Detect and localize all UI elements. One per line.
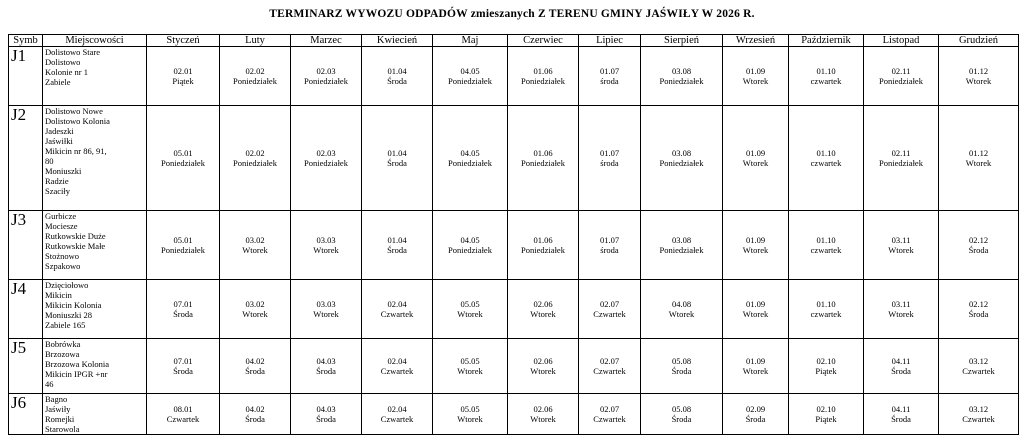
- pickup-cell-may: [433, 339, 508, 394]
- pickup-date: 02.11: [891, 148, 911, 158]
- pickup-cell-february: [220, 339, 291, 394]
- pickup-cell-june: [508, 211, 579, 280]
- pickup-date: 03.11: [891, 299, 911, 309]
- locations-cell: [43, 47, 147, 106]
- location-name: Mikicin: [45, 290, 72, 300]
- pickup-date: 03.08: [671, 66, 692, 76]
- pickup-date: 01.10: [816, 66, 836, 76]
- location-name: Moniuszki: [45, 166, 82, 176]
- pickup-cell-august: [641, 106, 723, 211]
- pickup-cell-february: [220, 394, 291, 435]
- pickup-date: 02.09: [745, 404, 766, 414]
- pickup-date: 01.06: [533, 66, 553, 76]
- pickup-weekday: czwartek: [810, 309, 842, 319]
- pickup-cell-march: [291, 394, 362, 435]
- pickup-date: 07.01: [173, 299, 193, 309]
- pickup-cell-august: [641, 394, 723, 435]
- pickup-date: 02.02: [245, 66, 265, 76]
- pickup-cell-october: [789, 211, 864, 280]
- pickup-cell-january: [147, 280, 220, 339]
- pickup-cell-may: [433, 280, 508, 339]
- table-row: [9, 106, 1019, 211]
- pickup-cell-may: [433, 211, 508, 280]
- table-row: [9, 394, 1019, 435]
- location-name: Kolonie nr 1: [45, 67, 88, 77]
- table-row: [9, 339, 1019, 394]
- pickup-date: 01.12: [968, 148, 989, 158]
- pickup-date: 05.08: [671, 404, 692, 414]
- pickup-weekday: Poniedziałek: [521, 245, 565, 255]
- pickup-date: 04.11: [891, 356, 911, 366]
- pickup-weekday: Środa: [671, 366, 692, 376]
- pickup-date: 02.04: [387, 404, 407, 414]
- pickup-cell-june: [508, 394, 579, 435]
- locations-column-header: Miejscowości: [43, 35, 147, 47]
- pickup-date: 02.10: [816, 356, 836, 366]
- location-name: Brzozowa: [45, 349, 80, 359]
- pickup-weekday: Środa: [891, 414, 911, 424]
- pickup-weekday: Poniedziałek: [448, 158, 492, 168]
- zone-symbol: J6: [9, 394, 43, 435]
- pickup-date: 02.11: [891, 66, 911, 76]
- pickup-cell-february: [220, 280, 291, 339]
- pickup-weekday: Poniedziałek: [521, 76, 565, 86]
- pickup-date: 02.06: [533, 299, 553, 309]
- location-name: Szpakowo: [45, 261, 81, 271]
- pickup-cell-february: [220, 106, 291, 211]
- pickup-date: 01.09: [745, 356, 766, 366]
- pickup-weekday: Poniedziałek: [448, 76, 492, 86]
- pickup-cell-september: [723, 106, 789, 211]
- location-name: Moniuszki 28: [45, 310, 92, 320]
- location-name: Romejki: [45, 414, 75, 424]
- pickup-weekday: Środa: [173, 366, 193, 376]
- pickup-cell-october: [789, 339, 864, 394]
- pickup-weekday: Czwartek: [593, 366, 626, 376]
- location-name: Dolistowo: [45, 57, 81, 67]
- pickup-cell-october: [789, 47, 864, 106]
- pickup-cell-november: [864, 47, 939, 106]
- pickup-cell-september: [723, 394, 789, 435]
- pickup-date: 03.02: [245, 299, 265, 309]
- pickup-date: 01.06: [533, 235, 553, 245]
- pickup-weekday: Poniedziałek: [448, 245, 492, 255]
- pickup-weekday: Poniedziałek: [659, 245, 704, 255]
- locations-cell: [43, 339, 147, 394]
- pickup-date: 01.10: [816, 299, 836, 309]
- pickup-date: 05.05: [460, 356, 480, 366]
- location-name: Dolistowo Kolonia: [45, 116, 110, 126]
- pickup-cell-december: [939, 211, 1019, 280]
- locations-cell: [43, 280, 147, 339]
- pickup-weekday: Wtorek: [457, 309, 483, 319]
- pickup-date: 01.09: [745, 66, 766, 76]
- pickup-date: 04.02: [245, 404, 265, 414]
- pickup-weekday: Środa: [891, 366, 911, 376]
- pickup-date: 02.03: [316, 148, 336, 158]
- pickup-date: 03.12: [968, 404, 989, 414]
- pickup-weekday: Czwartek: [166, 414, 200, 424]
- pickup-date: 03.11: [891, 235, 911, 245]
- pickup-weekday: Wtorek: [530, 366, 556, 376]
- pickup-weekday: Środa: [745, 414, 766, 424]
- pickup-weekday: Środa: [387, 158, 407, 168]
- pickup-date: 02.12: [968, 299, 989, 309]
- pickup-date: 05.08: [671, 356, 692, 366]
- pickup-date: 03.08: [671, 235, 692, 245]
- pickup-weekday: Środa: [968, 309, 989, 319]
- locations-cell: [43, 106, 147, 211]
- location-name: Stożnowo: [45, 251, 79, 261]
- pickup-weekday: Środa: [173, 309, 193, 319]
- pickup-cell-january: [147, 394, 220, 435]
- pickup-weekday: Poniedziałek: [233, 76, 277, 86]
- month-header-november: Listopad: [864, 35, 939, 47]
- pickup-cell-january: [147, 47, 220, 106]
- pickup-weekday: Wtorek: [530, 309, 556, 319]
- pickup-cell-december: [939, 47, 1019, 106]
- pickup-cell-december: [939, 280, 1019, 339]
- pickup-weekday: Wtorek: [742, 309, 769, 319]
- location-name: Dzięciołowo: [45, 280, 89, 290]
- table-row: [9, 47, 1019, 106]
- pickup-date: 01.09: [745, 235, 766, 245]
- pickup-cell-november: [864, 106, 939, 211]
- pickup-date: 01.10: [816, 235, 836, 245]
- pickup-weekday: Wtorek: [965, 76, 992, 86]
- pickup-cell-march: [291, 211, 362, 280]
- location-name: Mikicin nr 86, 91,: [45, 146, 107, 156]
- location-name: Rutkowskie Małe: [45, 241, 106, 251]
- location-name: Jaświły: [45, 404, 71, 414]
- pickup-cell-july: [579, 106, 641, 211]
- pickup-weekday: Wtorek: [742, 245, 769, 255]
- month-header-may: Maj: [433, 35, 508, 47]
- pickup-cell-august: [641, 211, 723, 280]
- pickup-cell-july: [579, 394, 641, 435]
- month-header-february: Luty: [220, 35, 291, 47]
- pickup-cell-january: [147, 211, 220, 280]
- location-name: 46: [45, 379, 54, 389]
- pickup-date: 01.07: [599, 235, 620, 245]
- pickup-date: 02.01: [173, 66, 193, 76]
- pickup-weekday: Środa: [316, 414, 336, 424]
- pickup-weekday: Czwartek: [380, 309, 414, 319]
- locations-cell: [43, 394, 147, 435]
- pickup-cell-november: [864, 339, 939, 394]
- month-header-march: Marzec: [291, 35, 362, 47]
- location-name: Jadeszki: [45, 126, 74, 136]
- pickup-weekday: Wtorek: [242, 245, 268, 255]
- pickup-weekday: Wtorek: [530, 414, 556, 424]
- pickup-date: 02.06: [533, 404, 553, 414]
- pickup-weekday: Piątek: [815, 366, 837, 376]
- pickup-weekday: czwartek: [810, 76, 842, 86]
- pickup-date: 01.06: [533, 148, 553, 158]
- pickup-date: 04.08: [671, 299, 692, 309]
- pickup-weekday: czwartek: [810, 158, 842, 168]
- location-name: 80: [45, 156, 54, 166]
- location-name: Dolistowo Stare: [45, 47, 101, 57]
- pickup-cell-july: [579, 211, 641, 280]
- pickup-weekday: Wtorek: [668, 309, 695, 319]
- pickup-date: 04.05: [460, 66, 480, 76]
- pickup-cell-july: [579, 339, 641, 394]
- pickup-weekday: czwartek: [810, 245, 842, 255]
- schedule-body: [9, 47, 1019, 435]
- pickup-date: 01.04: [387, 148, 407, 158]
- pickup-cell-december: [939, 339, 1019, 394]
- pickup-cell-october: [789, 280, 864, 339]
- month-header-july: Lipiec: [579, 35, 641, 47]
- pickup-cell-june: [508, 47, 579, 106]
- pickup-weekday: Środa: [387, 245, 407, 255]
- pickup-weekday: Wtorek: [888, 309, 914, 319]
- pickup-cell-september: [723, 280, 789, 339]
- month-header-april: Kwiecień: [362, 35, 433, 47]
- pickup-date: 01.09: [745, 299, 766, 309]
- zone-symbol: J5: [9, 339, 43, 394]
- pickup-weekday: Czwartek: [380, 366, 414, 376]
- pickup-cell-january: [147, 339, 220, 394]
- pickup-date: 02.04: [387, 299, 407, 309]
- month-header-december: Grudzień: [939, 35, 1019, 47]
- pickup-weekday: środa: [600, 76, 619, 86]
- pickup-weekday: Piątek: [815, 414, 837, 424]
- location-name: Brzozowa Kolonia: [45, 359, 109, 369]
- pickup-cell-june: [508, 339, 579, 394]
- pickup-weekday: Czwartek: [593, 414, 626, 424]
- pickup-weekday: Wtorek: [888, 245, 914, 255]
- pickup-date: 02.02: [245, 148, 265, 158]
- pickup-weekday: Wtorek: [313, 245, 339, 255]
- pickup-cell-september: [723, 339, 789, 394]
- pickup-cell-july: [579, 47, 641, 106]
- pickup-date: 01.04: [387, 66, 407, 76]
- pickup-cell-april: [362, 280, 433, 339]
- location-name: Jaświłki: [45, 136, 73, 146]
- pickup-cell-july: [579, 280, 641, 339]
- pickup-weekday: Poniedziałek: [161, 245, 205, 255]
- pickup-weekday: Środa: [387, 76, 407, 86]
- pickup-cell-november: [864, 280, 939, 339]
- header-row: [9, 35, 1019, 47]
- pickup-cell-august: [641, 280, 723, 339]
- pickup-weekday: środa: [600, 158, 619, 168]
- pickup-weekday: Czwartek: [593, 309, 626, 319]
- pickup-date: 04.03: [316, 404, 336, 414]
- pickup-date: 03.08: [671, 148, 692, 158]
- pickup-cell-march: [291, 106, 362, 211]
- pickup-weekday: Środa: [671, 414, 692, 424]
- pickup-date: 01.12: [968, 66, 989, 76]
- pickup-weekday: Piątek: [172, 76, 194, 86]
- zone-symbol: J2: [9, 106, 43, 211]
- location-name: Zabiele 165: [45, 320, 86, 330]
- pickup-date: 04.05: [460, 235, 480, 245]
- month-header-september: Wrzesień: [723, 35, 789, 47]
- location-name: Zabiele: [45, 77, 71, 87]
- pickup-weekday: Wtorek: [313, 309, 339, 319]
- pickup-weekday: Poniedziałek: [304, 158, 348, 168]
- pickup-date: 02.07: [599, 356, 620, 366]
- pickup-date: 05.01: [173, 235, 193, 245]
- pickup-weekday: Poniedziałek: [659, 158, 704, 168]
- pickup-weekday: Czwartek: [380, 414, 414, 424]
- pickup-cell-march: [291, 280, 362, 339]
- zone-symbol: J1: [9, 47, 43, 106]
- pickup-weekday: Środa: [968, 245, 989, 255]
- pickup-weekday: Czwartek: [962, 366, 995, 376]
- pickup-weekday: Poniedziałek: [879, 158, 923, 168]
- pickup-weekday: Poniedziałek: [304, 76, 348, 86]
- pickup-weekday: Wtorek: [242, 309, 268, 319]
- pickup-date: 02.10: [816, 404, 836, 414]
- pickup-date: 03.03: [316, 299, 336, 309]
- pickup-weekday: Poniedziałek: [521, 158, 565, 168]
- pickup-cell-april: [362, 106, 433, 211]
- pickup-cell-april: [362, 47, 433, 106]
- pickup-cell-april: [362, 211, 433, 280]
- pickup-date: 04.11: [891, 404, 911, 414]
- pickup-cell-april: [362, 394, 433, 435]
- location-name: Mociesze: [45, 221, 78, 231]
- pickup-weekday: Wtorek: [457, 414, 483, 424]
- symbol-column-header: Symb: [9, 35, 43, 47]
- pickup-weekday: Wtorek: [742, 366, 769, 376]
- pickup-cell-december: [939, 394, 1019, 435]
- location-name: Bagno: [45, 394, 68, 404]
- pickup-cell-october: [789, 394, 864, 435]
- schedule-table: [8, 34, 1019, 435]
- pickup-date: 04.05: [460, 148, 480, 158]
- pickup-cell-february: [220, 47, 291, 106]
- pickup-weekday: Wtorek: [457, 366, 483, 376]
- pickup-date: 01.07: [599, 66, 620, 76]
- pickup-date: 01.10: [816, 148, 836, 158]
- table-row: [9, 211, 1019, 280]
- pickup-date: 02.03: [316, 66, 336, 76]
- pickup-date: 01.04: [387, 235, 407, 245]
- locations-cell: [43, 211, 147, 280]
- pickup-date: 04.03: [316, 356, 336, 366]
- pickup-cell-may: [433, 47, 508, 106]
- pickup-cell-september: [723, 211, 789, 280]
- location-name: Radzie: [45, 176, 69, 186]
- pickup-date: 03.02: [245, 235, 265, 245]
- pickup-cell-november: [864, 211, 939, 280]
- pickup-date: 01.07: [599, 148, 620, 158]
- pickup-weekday: Poniedziałek: [161, 158, 205, 168]
- pickup-weekday: Poniedziałek: [233, 158, 277, 168]
- pickup-date: 05.01: [173, 148, 193, 158]
- location-name: Szaciły: [45, 186, 71, 196]
- pickup-date: 05.05: [460, 404, 480, 414]
- pickup-cell-august: [641, 47, 723, 106]
- pickup-cell-june: [508, 280, 579, 339]
- location-name: Dolistowo Nowe: [45, 106, 103, 116]
- pickup-weekday: Poniedziałek: [659, 76, 704, 86]
- pickup-date: 02.06: [533, 356, 553, 366]
- pickup-weekday: środa: [600, 245, 619, 255]
- pickup-date: 05.05: [460, 299, 480, 309]
- month-header-august: Sierpień: [641, 35, 723, 47]
- month-header-june: Czerwiec: [508, 35, 579, 47]
- pickup-weekday: Wtorek: [742, 158, 769, 168]
- pickup-weekday: Czwartek: [962, 414, 995, 424]
- pickup-date: 02.12: [968, 235, 989, 245]
- pickup-cell-december: [939, 106, 1019, 211]
- location-name: Gurbicze: [45, 211, 77, 221]
- pickup-date: 07.01: [173, 356, 193, 366]
- pickup-cell-january: [147, 106, 220, 211]
- pickup-cell-march: [291, 47, 362, 106]
- pickup-date: 01.09: [745, 148, 766, 158]
- month-header-january: Styczeń: [147, 35, 220, 47]
- location-name: Mikicin Kolonia: [45, 300, 102, 310]
- pickup-date: 08.01: [173, 404, 193, 414]
- pickup-cell-june: [508, 106, 579, 211]
- pickup-cell-march: [291, 339, 362, 394]
- pickup-date: 02.07: [599, 299, 620, 309]
- pickup-weekday: Środa: [245, 366, 265, 376]
- table-row: [9, 280, 1019, 339]
- pickup-date: 03.03: [316, 235, 336, 245]
- pickup-cell-september: [723, 47, 789, 106]
- pickup-weekday: Środa: [316, 366, 336, 376]
- month-header-october: Październik: [789, 35, 864, 47]
- location-name: Rutkowskie Duże: [45, 231, 106, 241]
- pickup-date: 03.12: [968, 356, 989, 366]
- pickup-cell-february: [220, 211, 291, 280]
- document-title: TERMINARZ WYWOZU ODPADÓW zmieszanych Z TERENU GMINY JAŚWIŁY W 2026 R.: [269, 8, 755, 20]
- pickup-cell-may: [433, 394, 508, 435]
- pickup-cell-april: [362, 339, 433, 394]
- pickup-cell-october: [789, 106, 864, 211]
- pickup-date: 02.07: [599, 404, 620, 414]
- pickup-cell-august: [641, 339, 723, 394]
- zone-symbol: J3: [9, 211, 43, 280]
- location-name: Mikicin IPGR +nr: [45, 369, 108, 379]
- pickup-date: 04.02: [245, 356, 265, 366]
- location-name: Bobrówka: [45, 339, 81, 349]
- pickup-weekday: Wtorek: [965, 158, 992, 168]
- pickup-weekday: Wtorek: [742, 76, 769, 86]
- pickup-date: 02.04: [387, 356, 407, 366]
- pickup-cell-may: [433, 106, 508, 211]
- zone-symbol: J4: [9, 280, 43, 339]
- pickup-weekday: Środa: [245, 414, 265, 424]
- pickup-cell-november: [864, 394, 939, 435]
- pickup-weekday: Poniedziałek: [879, 76, 923, 86]
- location-name: Starowola: [45, 424, 80, 434]
